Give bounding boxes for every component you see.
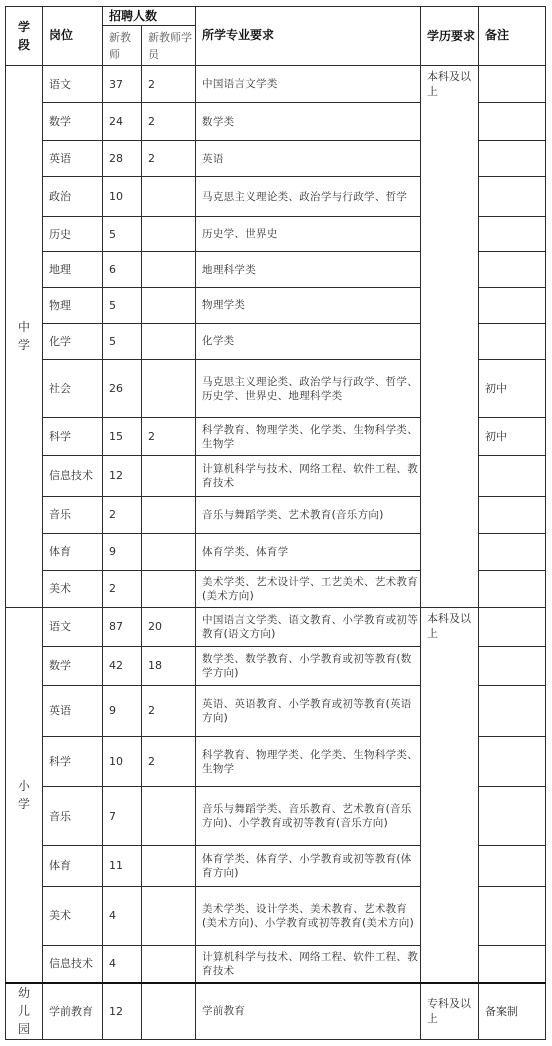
major-requirement: 历史学、世界史 (196, 216, 421, 251)
major-requirement: 马克思主义理论类、政治学与行政学、哲学 (196, 177, 421, 217)
major-requirement: 中国语言文学类、语文教育、小学教育或初等教育(语文方向) (196, 608, 421, 647)
major-requirement: 音乐与舞蹈学类、艺术教育(音乐方向) (196, 496, 421, 534)
new-teacher-count: 12 (103, 455, 142, 496)
position-cell: 科学 (43, 418, 103, 456)
position-cell: 物理 (43, 287, 103, 323)
table-row (6, 65, 546, 103)
header-row-1 (6, 7, 546, 26)
position-cell: 体育 (43, 534, 103, 570)
new-teacher-count: 2 (103, 496, 142, 534)
position-cell: 体育 (43, 846, 103, 887)
new-trainee-count (142, 945, 196, 983)
position-cell: 化学 (43, 324, 103, 359)
remark-cell (479, 736, 546, 787)
remark-cell: 初中 (479, 359, 546, 418)
education-requirement: 本科及以上 (421, 608, 479, 983)
new-trainee-count (142, 177, 196, 217)
remark-cell (479, 455, 546, 496)
new-trainee-count (142, 846, 196, 887)
new-trainee-count: 2 (142, 103, 196, 141)
remark-cell (479, 252, 546, 287)
position-cell: 英语 (43, 686, 103, 737)
remark-cell (479, 846, 546, 887)
position-cell: 科学 (43, 736, 103, 787)
table-row (6, 608, 546, 647)
new-trainee-count (142, 983, 196, 1040)
major-requirement: 数学类 (196, 103, 421, 141)
position-cell: 英语 (43, 140, 103, 176)
new-teacher-count: 2 (103, 570, 142, 608)
position-cell: 数学 (43, 103, 103, 141)
major-requirement: 物理学类 (196, 287, 421, 323)
new-teacher-count: 5 (103, 324, 142, 359)
major-requirement: 中国语言文学类 (196, 65, 421, 103)
stage-cell (6, 65, 43, 607)
new-trainee-count (142, 886, 196, 945)
new-teacher-count: 42 (103, 646, 142, 686)
position-cell: 美术 (43, 886, 103, 945)
stage-cell (6, 983, 43, 1040)
new-trainee-count (142, 324, 196, 359)
remark-cell (479, 646, 546, 686)
remark-cell: 初中 (479, 418, 546, 456)
remark-cell (479, 216, 546, 251)
education-requirement: 专科及以上 (421, 983, 479, 1040)
header-recruit-count: 招聘人数 (103, 7, 196, 26)
major-requirement: 科学教育、物理学类、化学类、生物科学类、生物学 (196, 418, 421, 456)
new-trainee-count (142, 455, 196, 496)
major-requirement: 数学类、数学教育、小学教育或初等教育(数学方向) (196, 646, 421, 686)
major-requirement: 音乐与舞蹈学类、音乐教育、艺术教育(音乐方向)、小学教育或初等教育(音乐方向) (196, 787, 421, 846)
remark-cell (479, 103, 546, 141)
new-teacher-count: 6 (103, 252, 142, 287)
new-trainee-count (142, 496, 196, 534)
new-teacher-count: 28 (103, 140, 142, 176)
new-trainee-count: 2 (142, 736, 196, 787)
major-requirement: 美术学类、设计学类、美术教育、艺术教育(美术方向)、小学教育或初等教育(美术方向) (196, 886, 421, 945)
major-requirement: 学前教育 (196, 983, 421, 1040)
new-teacher-count: 9 (103, 686, 142, 737)
stage-cell (6, 608, 43, 983)
new-teacher-count: 5 (103, 287, 142, 323)
major-requirement: 英语、英语教育、小学教育或初等教育(英语方向) (196, 686, 421, 737)
remark-cell (479, 787, 546, 846)
new-trainee-count: 20 (142, 608, 196, 647)
remark-cell (479, 140, 546, 176)
header-new-trainee: 新教师学员 (142, 26, 196, 66)
new-teacher-count: 7 (103, 787, 142, 846)
position-cell: 音乐 (43, 787, 103, 846)
stage-label: 中学 (17, 320, 30, 353)
major-requirement: 化学类 (196, 324, 421, 359)
position-cell: 地理 (43, 252, 103, 287)
new-teacher-count: 10 (103, 177, 142, 217)
new-trainee-count (142, 359, 196, 418)
position-cell: 数学 (43, 646, 103, 686)
new-trainee-count (142, 252, 196, 287)
new-teacher-count: 5 (103, 216, 142, 251)
new-teacher-count: 4 (103, 886, 142, 945)
major-requirement: 地理科学类 (196, 252, 421, 287)
position-cell: 美术 (43, 570, 103, 608)
major-requirement: 科学教育、物理学类、化学类、生物科学类、生物学 (196, 736, 421, 787)
header-stage: 学段 (6, 7, 43, 66)
new-trainee-count (142, 287, 196, 323)
position-cell: 信息技术 (43, 455, 103, 496)
new-teacher-count: 26 (103, 359, 142, 418)
new-teacher-count: 12 (103, 983, 142, 1040)
remark-cell (479, 287, 546, 323)
remark-cell (479, 570, 546, 608)
major-requirement: 计算机科学与技术、网络工程、软件工程、教育技术 (196, 945, 421, 983)
position-cell: 语文 (43, 608, 103, 647)
major-requirement: 马克思主义理论类、政治学与行政学、哲学、历史学、世界史、地理科学类 (196, 359, 421, 418)
new-teacher-count: 4 (103, 945, 142, 983)
new-teacher-count: 11 (103, 846, 142, 887)
new-trainee-count (142, 216, 196, 251)
major-requirement: 计算机科学与技术、网络工程、软件工程、教育技术 (196, 455, 421, 496)
remark-cell (479, 608, 546, 647)
remark-cell (479, 324, 546, 359)
header-education: 学历要求 (421, 7, 479, 66)
stage-label: 幼儿园 (17, 986, 30, 1037)
position-cell: 历史 (43, 216, 103, 251)
new-trainee-count (142, 570, 196, 608)
remark-cell (479, 945, 546, 983)
position-cell: 信息技术 (43, 945, 103, 983)
major-requirement: 英语 (196, 140, 421, 176)
remark-cell (479, 886, 546, 945)
header-position: 岗位 (43, 7, 103, 66)
new-trainee-count: 2 (142, 65, 196, 103)
remark-cell (479, 534, 546, 570)
major-requirement: 体育学类、体育学、小学教育或初等教育(体育方向) (196, 846, 421, 887)
new-trainee-count: 18 (142, 646, 196, 686)
new-teacher-count: 15 (103, 418, 142, 456)
remark-cell: 备案制 (479, 983, 546, 1040)
position-cell: 社会 (43, 359, 103, 418)
remark-cell (479, 177, 546, 217)
new-trainee-count (142, 534, 196, 570)
header-new-teacher: 新教师 (103, 26, 142, 66)
position-cell: 学前教育 (43, 983, 103, 1040)
new-trainee-count: 2 (142, 686, 196, 737)
new-teacher-count: 10 (103, 736, 142, 787)
position-cell: 政治 (43, 177, 103, 217)
new-trainee-count: 2 (142, 418, 196, 456)
table-row (6, 983, 546, 1040)
new-trainee-count: 2 (142, 140, 196, 176)
header-major: 所学专业要求 (196, 7, 421, 66)
remark-cell (479, 65, 546, 103)
remark-cell (479, 496, 546, 534)
major-requirement: 体育学类、体育学 (196, 534, 421, 570)
position-cell: 语文 (43, 65, 103, 103)
recruitment-table (5, 6, 546, 1040)
major-requirement: 美术学类、艺术设计学、工艺美术、艺术教育(美术方向) (196, 570, 421, 608)
header-remark: 备注 (479, 7, 546, 66)
new-teacher-count: 24 (103, 103, 142, 141)
position-cell: 音乐 (43, 496, 103, 534)
new-teacher-count: 87 (103, 608, 142, 647)
new-trainee-count (142, 787, 196, 846)
stage-label: 小学 (17, 778, 30, 811)
new-teacher-count: 37 (103, 65, 142, 103)
remark-cell (479, 686, 546, 737)
education-requirement: 本科及以上 (421, 65, 479, 607)
new-teacher-count: 9 (103, 534, 142, 570)
